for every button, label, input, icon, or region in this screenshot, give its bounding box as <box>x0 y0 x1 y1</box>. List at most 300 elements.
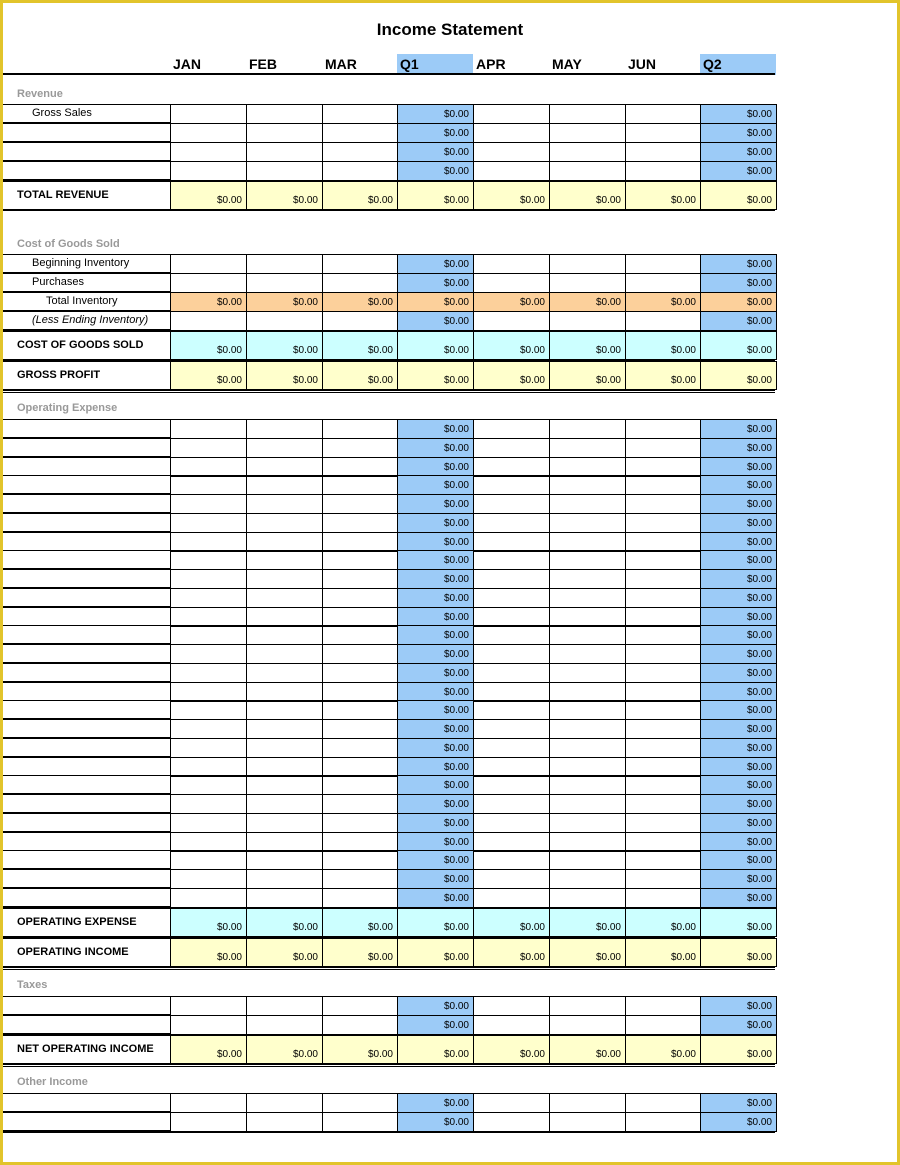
value-cell-mar[interactable] <box>322 607 398 627</box>
row-label-cell[interactable] <box>3 588 170 607</box>
value-cell-apr[interactable] <box>473 719 550 739</box>
value-cell-feb[interactable] <box>246 813 323 833</box>
value-cell-feb[interactable] <box>246 494 323 514</box>
value-cell-q1[interactable]: $0.00 <box>397 625 474 645</box>
value-cell-feb[interactable] <box>246 794 323 814</box>
value-cell-jan[interactable] <box>170 663 247 683</box>
value-cell-q2[interactable]: $0.00 <box>700 719 777 739</box>
value-cell-mar[interactable] <box>322 644 398 664</box>
value-cell-q1[interactable]: $0.00 <box>397 663 474 683</box>
value-cell-apr[interactable] <box>473 1015 550 1035</box>
value-cell-jun[interactable] <box>625 1112 701 1132</box>
value-cell-apr[interactable] <box>473 625 550 645</box>
value-cell-apr[interactable] <box>473 1112 550 1132</box>
value-cell-feb[interactable] <box>246 850 323 870</box>
value-cell-feb[interactable] <box>246 457 323 477</box>
value-cell-q2[interactable]: $0.00 <box>700 438 777 458</box>
value-cell-mar[interactable] <box>322 123 398 143</box>
value-cell-jan[interactable] <box>170 607 247 627</box>
value-cell-may[interactable] <box>549 588 626 608</box>
row-label-cell[interactable] <box>3 419 170 438</box>
value-cell-may[interactable] <box>549 832 626 852</box>
row-label-cell[interactable] <box>3 719 170 738</box>
value-cell-mar[interactable] <box>322 888 398 908</box>
value-cell-may[interactable] <box>549 569 626 589</box>
value-cell-jan[interactable] <box>170 588 247 608</box>
value-cell-jan[interactable] <box>170 550 247 570</box>
value-cell-jun[interactable] <box>625 311 701 331</box>
value-cell-mar[interactable] <box>322 475 398 495</box>
value-cell-jun[interactable] <box>625 588 701 608</box>
value-cell-apr[interactable] <box>473 273 550 293</box>
value-cell-mar[interactable] <box>322 588 398 608</box>
value-cell-apr[interactable] <box>473 850 550 870</box>
value-cell-may[interactable] <box>549 757 626 777</box>
value-cell-jan[interactable] <box>170 1093 247 1113</box>
row-label-cell[interactable] <box>3 888 170 907</box>
value-cell-q2[interactable]: $0.00 <box>700 494 777 514</box>
value-cell-jan[interactable] <box>170 123 247 143</box>
value-cell-may[interactable] <box>549 457 626 477</box>
row-label-cell[interactable] <box>3 1112 170 1131</box>
value-cell-jun[interactable] <box>625 644 701 664</box>
value-cell-apr[interactable] <box>473 254 550 274</box>
value-cell-q1[interactable]: $0.00 <box>397 682 474 702</box>
row-label-cell[interactable] <box>3 625 170 644</box>
value-cell-jun[interactable] <box>625 775 701 795</box>
value-cell-may[interactable] <box>549 1112 626 1132</box>
value-cell-q1[interactable]: $0.00 <box>397 607 474 627</box>
value-cell-q1[interactable]: $0.00 <box>397 996 474 1016</box>
value-cell-mar[interactable] <box>322 719 398 739</box>
row-label-cell[interactable] <box>3 996 170 1015</box>
value-cell-jun[interactable] <box>625 850 701 870</box>
value-cell-q2[interactable]: $0.00 <box>700 682 777 702</box>
value-cell-apr[interactable] <box>473 588 550 608</box>
value-cell-q1[interactable]: $0.00 <box>397 142 474 162</box>
value-cell-jun[interactable] <box>625 254 701 274</box>
value-cell-feb[interactable] <box>246 569 323 589</box>
row-label-cell[interactable] <box>3 123 170 142</box>
value-cell-q1[interactable]: $0.00 <box>397 513 474 533</box>
value-cell-jan[interactable] <box>170 254 247 274</box>
row-label-cell[interactable] <box>3 273 170 292</box>
value-cell-may[interactable] <box>549 625 626 645</box>
value-cell-feb[interactable] <box>246 719 323 739</box>
value-cell-jun[interactable] <box>625 663 701 683</box>
value-cell-jan[interactable] <box>170 682 247 702</box>
value-cell-jun[interactable] <box>625 625 701 645</box>
value-cell-q2[interactable]: $0.00 <box>700 419 777 439</box>
value-cell-feb[interactable] <box>246 550 323 570</box>
value-cell-mar[interactable] <box>322 625 398 645</box>
value-cell-q1[interactable]: $0.00 <box>397 550 474 570</box>
value-cell-q2[interactable]: $0.00 <box>700 794 777 814</box>
value-cell-feb[interactable]: $0.00 <box>246 292 323 312</box>
value-cell-feb[interactable] <box>246 438 323 458</box>
value-cell-jan[interactable] <box>170 532 247 552</box>
value-cell-q1[interactable]: $0.00 <box>397 888 474 908</box>
value-cell-may[interactable] <box>549 869 626 889</box>
value-cell-q1[interactable]: $0.00 <box>397 775 474 795</box>
value-cell-mar[interactable] <box>322 869 398 889</box>
value-cell-jan[interactable] <box>170 1112 247 1132</box>
row-label-cell[interactable] <box>3 569 170 588</box>
value-cell-q1[interactable]: $0.00 <box>397 311 474 331</box>
value-cell-mar[interactable] <box>322 850 398 870</box>
value-cell-q1[interactable]: $0.00 <box>397 644 474 664</box>
value-cell-q1[interactable]: $0.00 <box>397 273 474 293</box>
value-cell-jun[interactable] <box>625 419 701 439</box>
value-cell-mar[interactable] <box>322 273 398 293</box>
value-cell-feb[interactable] <box>246 513 323 533</box>
value-cell-q2[interactable]: $0.00 <box>700 644 777 664</box>
value-cell-q2[interactable]: $0.00 <box>700 123 777 143</box>
value-cell-feb[interactable] <box>246 996 323 1016</box>
value-cell-jan[interactable] <box>170 700 247 720</box>
row-label-cell[interactable] <box>3 1093 170 1112</box>
value-cell-jan[interactable] <box>170 161 247 181</box>
row-label-cell[interactable] <box>3 682 170 701</box>
value-cell-may[interactable] <box>549 104 626 124</box>
value-cell-jun[interactable] <box>625 832 701 852</box>
value-cell-may[interactable] <box>549 888 626 908</box>
value-cell-mar[interactable] <box>322 996 398 1016</box>
value-cell-apr[interactable]: $0.00 <box>473 292 550 312</box>
value-cell-jun[interactable] <box>625 996 701 1016</box>
value-cell-mar[interactable] <box>322 1093 398 1113</box>
value-cell-feb[interactable] <box>246 311 323 331</box>
value-cell-mar[interactable] <box>322 832 398 852</box>
value-cell-apr[interactable] <box>473 738 550 758</box>
value-cell-feb[interactable] <box>246 775 323 795</box>
value-cell-may[interactable] <box>549 273 626 293</box>
value-cell-feb[interactable] <box>246 161 323 181</box>
value-cell-jan[interactable] <box>170 475 247 495</box>
value-cell-q1[interactable]: $0.00 <box>397 738 474 758</box>
value-cell-q2[interactable]: $0.00 <box>700 996 777 1016</box>
value-cell-feb[interactable] <box>246 644 323 664</box>
value-cell-mar[interactable] <box>322 569 398 589</box>
value-cell-may[interactable] <box>549 142 626 162</box>
value-cell-feb[interactable] <box>246 273 323 293</box>
value-cell-q1[interactable]: $0.00 <box>397 850 474 870</box>
row-label-cell[interactable] <box>3 161 170 180</box>
value-cell-q2[interactable]: $0.00 <box>700 550 777 570</box>
value-cell-q1[interactable]: $0.00 <box>397 475 474 495</box>
row-label-cell[interactable] <box>3 869 170 888</box>
value-cell-q2[interactable]: $0.00 <box>700 475 777 495</box>
value-cell-jan[interactable] <box>170 644 247 664</box>
value-cell-feb[interactable] <box>246 682 323 702</box>
value-cell-q1[interactable]: $0.00 <box>397 869 474 889</box>
value-cell-may[interactable] <box>549 738 626 758</box>
value-cell-apr[interactable] <box>473 104 550 124</box>
value-cell-apr[interactable] <box>473 1093 550 1113</box>
value-cell-may[interactable]: $0.00 <box>549 292 626 312</box>
value-cell-jan[interactable] <box>170 757 247 777</box>
value-cell-feb[interactable] <box>246 1015 323 1035</box>
row-label-cell[interactable] <box>3 813 170 832</box>
value-cell-q2[interactable]: $0.00 <box>700 607 777 627</box>
value-cell-q1[interactable]: $0.00 <box>397 813 474 833</box>
value-cell-q2[interactable]: $0.00 <box>700 869 777 889</box>
value-cell-jun[interactable] <box>625 1093 701 1113</box>
value-cell-jun[interactable] <box>625 438 701 458</box>
value-cell-jan[interactable] <box>170 813 247 833</box>
value-cell-q1[interactable]: $0.00 <box>397 757 474 777</box>
value-cell-apr[interactable] <box>473 888 550 908</box>
row-label-cell[interactable] <box>3 700 170 719</box>
row-label-cell[interactable] <box>3 644 170 663</box>
value-cell-mar[interactable] <box>322 494 398 514</box>
row-label-cell[interactable] <box>3 1015 170 1034</box>
value-cell-q1[interactable]: $0.00 <box>397 700 474 720</box>
row-label-cell[interactable] <box>3 738 170 757</box>
row-label-cell[interactable] <box>3 532 170 551</box>
value-cell-feb[interactable] <box>246 123 323 143</box>
value-cell-q2[interactable]: $0.00 <box>700 532 777 552</box>
value-cell-apr[interactable] <box>473 311 550 331</box>
value-cell-jan[interactable] <box>170 625 247 645</box>
value-cell-jan[interactable]: $0.00 <box>170 292 247 312</box>
row-label-cell[interactable] <box>3 513 170 532</box>
value-cell-q2[interactable]: $0.00 <box>700 273 777 293</box>
value-cell-feb[interactable] <box>246 738 323 758</box>
value-cell-may[interactable] <box>549 682 626 702</box>
value-cell-jun[interactable] <box>625 550 701 570</box>
value-cell-q2[interactable]: $0.00 <box>700 104 777 124</box>
value-cell-q2[interactable]: $0.00 <box>700 625 777 645</box>
value-cell-jun[interactable] <box>625 719 701 739</box>
value-cell-jan[interactable] <box>170 1015 247 1035</box>
value-cell-apr[interactable] <box>473 996 550 1016</box>
value-cell-may[interactable] <box>549 550 626 570</box>
value-cell-may[interactable] <box>549 644 626 664</box>
value-cell-q2[interactable]: $0.00 <box>700 832 777 852</box>
value-cell-apr[interactable] <box>473 869 550 889</box>
value-cell-mar[interactable] <box>322 161 398 181</box>
value-cell-q1[interactable]: $0.00 <box>397 254 474 274</box>
value-cell-apr[interactable] <box>473 550 550 570</box>
value-cell-mar[interactable] <box>322 813 398 833</box>
value-cell-apr[interactable] <box>473 494 550 514</box>
value-cell-q2[interactable]: $0.00 <box>700 663 777 683</box>
value-cell-q2[interactable]: $0.00 <box>700 813 777 833</box>
value-cell-apr[interactable] <box>473 569 550 589</box>
value-cell-q2[interactable]: $0.00 <box>700 757 777 777</box>
value-cell-apr[interactable] <box>473 757 550 777</box>
value-cell-jun[interactable] <box>625 123 701 143</box>
row-label-cell[interactable] <box>3 142 170 161</box>
value-cell-mar[interactable] <box>322 775 398 795</box>
value-cell-apr[interactable] <box>473 663 550 683</box>
value-cell-may[interactable] <box>549 438 626 458</box>
value-cell-q2[interactable]: $0.00 <box>700 888 777 908</box>
value-cell-q2[interactable]: $0.00 <box>700 850 777 870</box>
row-label-cell[interactable] <box>3 775 170 794</box>
value-cell-jan[interactable] <box>170 719 247 739</box>
value-cell-q1[interactable]: $0.00 <box>397 104 474 124</box>
value-cell-mar[interactable] <box>322 550 398 570</box>
value-cell-may[interactable] <box>549 850 626 870</box>
value-cell-apr[interactable] <box>473 644 550 664</box>
value-cell-apr[interactable] <box>473 123 550 143</box>
value-cell-apr[interactable] <box>473 532 550 552</box>
value-cell-apr[interactable] <box>473 161 550 181</box>
value-cell-may[interactable] <box>549 513 626 533</box>
value-cell-may[interactable] <box>549 494 626 514</box>
value-cell-q2[interactable]: $0.00 <box>700 513 777 533</box>
value-cell-apr[interactable] <box>473 513 550 533</box>
value-cell-apr[interactable] <box>473 682 550 702</box>
value-cell-feb[interactable] <box>246 888 323 908</box>
value-cell-apr[interactable] <box>473 142 550 162</box>
value-cell-may[interactable] <box>549 775 626 795</box>
value-cell-jun[interactable] <box>625 475 701 495</box>
value-cell-q1[interactable]: $0.00 <box>397 569 474 589</box>
value-cell-may[interactable] <box>549 161 626 181</box>
row-label-cell[interactable] <box>3 663 170 682</box>
value-cell-q1[interactable]: $0.00 <box>397 719 474 739</box>
value-cell-jun[interactable] <box>625 104 701 124</box>
value-cell-jan[interactable] <box>170 457 247 477</box>
value-cell-mar[interactable] <box>322 1015 398 1035</box>
value-cell-jan[interactable] <box>170 438 247 458</box>
value-cell-jun[interactable] <box>625 457 701 477</box>
value-cell-may[interactable] <box>549 1093 626 1113</box>
value-cell-q1[interactable]: $0.00 <box>397 1015 474 1035</box>
value-cell-feb[interactable] <box>246 625 323 645</box>
value-cell-jan[interactable] <box>170 104 247 124</box>
value-cell-apr[interactable] <box>473 700 550 720</box>
value-cell-jan[interactable] <box>170 142 247 162</box>
value-cell-may[interactable] <box>549 254 626 274</box>
value-cell-jun[interactable] <box>625 161 701 181</box>
value-cell-may[interactable] <box>549 663 626 683</box>
value-cell-apr[interactable] <box>473 419 550 439</box>
value-cell-jun[interactable] <box>625 888 701 908</box>
value-cell-jan[interactable] <box>170 888 247 908</box>
value-cell-may[interactable] <box>549 123 626 143</box>
value-cell-feb[interactable] <box>246 419 323 439</box>
value-cell-feb[interactable] <box>246 532 323 552</box>
value-cell-apr[interactable] <box>473 813 550 833</box>
row-label-cell[interactable] <box>3 832 170 851</box>
value-cell-feb[interactable] <box>246 142 323 162</box>
value-cell-q2[interactable]: $0.00 <box>700 292 777 312</box>
value-cell-q1[interactable]: $0.00 <box>397 1112 474 1132</box>
value-cell-mar[interactable] <box>322 311 398 331</box>
value-cell-jan[interactable] <box>170 775 247 795</box>
value-cell-mar[interactable] <box>322 1112 398 1132</box>
value-cell-q1[interactable]: $0.00 <box>397 438 474 458</box>
value-cell-q2[interactable]: $0.00 <box>700 457 777 477</box>
value-cell-jun[interactable] <box>625 142 701 162</box>
value-cell-q1[interactable]: $0.00 <box>397 161 474 181</box>
value-cell-jan[interactable] <box>170 419 247 439</box>
value-cell-jan[interactable] <box>170 494 247 514</box>
value-cell-q2[interactable]: $0.00 <box>700 775 777 795</box>
value-cell-feb[interactable] <box>246 1093 323 1113</box>
value-cell-jun[interactable] <box>625 569 701 589</box>
value-cell-apr[interactable] <box>473 457 550 477</box>
row-label-cell[interactable] <box>3 850 170 869</box>
value-cell-jan[interactable] <box>170 738 247 758</box>
value-cell-jun[interactable]: $0.00 <box>625 292 701 312</box>
value-cell-may[interactable] <box>549 996 626 1016</box>
value-cell-feb[interactable] <box>246 832 323 852</box>
value-cell-q1[interactable]: $0.00 <box>397 292 474 312</box>
row-label-cell[interactable] <box>3 475 170 494</box>
value-cell-jan[interactable] <box>170 996 247 1016</box>
value-cell-q2[interactable]: $0.00 <box>700 254 777 274</box>
value-cell-feb[interactable] <box>246 475 323 495</box>
row-label-cell[interactable] <box>3 457 170 476</box>
value-cell-q1[interactable]: $0.00 <box>397 123 474 143</box>
value-cell-mar[interactable] <box>322 738 398 758</box>
value-cell-mar[interactable] <box>322 757 398 777</box>
value-cell-jun[interactable] <box>625 757 701 777</box>
value-cell-q2[interactable]: $0.00 <box>700 161 777 181</box>
value-cell-jun[interactable] <box>625 700 701 720</box>
value-cell-jan[interactable] <box>170 569 247 589</box>
value-cell-q1[interactable]: $0.00 <box>397 494 474 514</box>
value-cell-mar[interactable] <box>322 663 398 683</box>
value-cell-feb[interactable] <box>246 588 323 608</box>
value-cell-apr[interactable] <box>473 794 550 814</box>
value-cell-feb[interactable] <box>246 663 323 683</box>
value-cell-jun[interactable] <box>625 682 701 702</box>
value-cell-q2[interactable]: $0.00 <box>700 700 777 720</box>
value-cell-jan[interactable] <box>170 273 247 293</box>
value-cell-apr[interactable] <box>473 475 550 495</box>
value-cell-q2[interactable]: $0.00 <box>700 588 777 608</box>
value-cell-mar[interactable] <box>322 513 398 533</box>
row-label-cell[interactable] <box>3 494 170 513</box>
row-label-cell[interactable] <box>3 438 170 457</box>
value-cell-q2[interactable]: $0.00 <box>700 142 777 162</box>
value-cell-jun[interactable] <box>625 494 701 514</box>
value-cell-q1[interactable]: $0.00 <box>397 532 474 552</box>
value-cell-feb[interactable] <box>246 869 323 889</box>
value-cell-q2[interactable]: $0.00 <box>700 1015 777 1035</box>
value-cell-jun[interactable] <box>625 794 701 814</box>
value-cell-jun[interactable] <box>625 1015 701 1035</box>
value-cell-q2[interactable]: $0.00 <box>700 569 777 589</box>
value-cell-mar[interactable] <box>322 457 398 477</box>
row-label-cell[interactable] <box>3 550 170 569</box>
value-cell-jun[interactable] <box>625 607 701 627</box>
value-cell-may[interactable] <box>549 813 626 833</box>
value-cell-may[interactable] <box>549 1015 626 1035</box>
value-cell-feb[interactable] <box>246 607 323 627</box>
value-cell-mar[interactable] <box>322 254 398 274</box>
value-cell-mar[interactable] <box>322 104 398 124</box>
value-cell-mar[interactable]: $0.00 <box>322 292 398 312</box>
value-cell-q1[interactable]: $0.00 <box>397 832 474 852</box>
value-cell-jun[interactable] <box>625 869 701 889</box>
value-cell-mar[interactable] <box>322 142 398 162</box>
value-cell-jun[interactable] <box>625 532 701 552</box>
value-cell-q1[interactable]: $0.00 <box>397 457 474 477</box>
value-cell-jan[interactable] <box>170 850 247 870</box>
value-cell-jan[interactable] <box>170 794 247 814</box>
value-cell-mar[interactable] <box>322 682 398 702</box>
value-cell-mar[interactable] <box>322 419 398 439</box>
value-cell-q2[interactable]: $0.00 <box>700 1093 777 1113</box>
value-cell-q2[interactable]: $0.00 <box>700 738 777 758</box>
